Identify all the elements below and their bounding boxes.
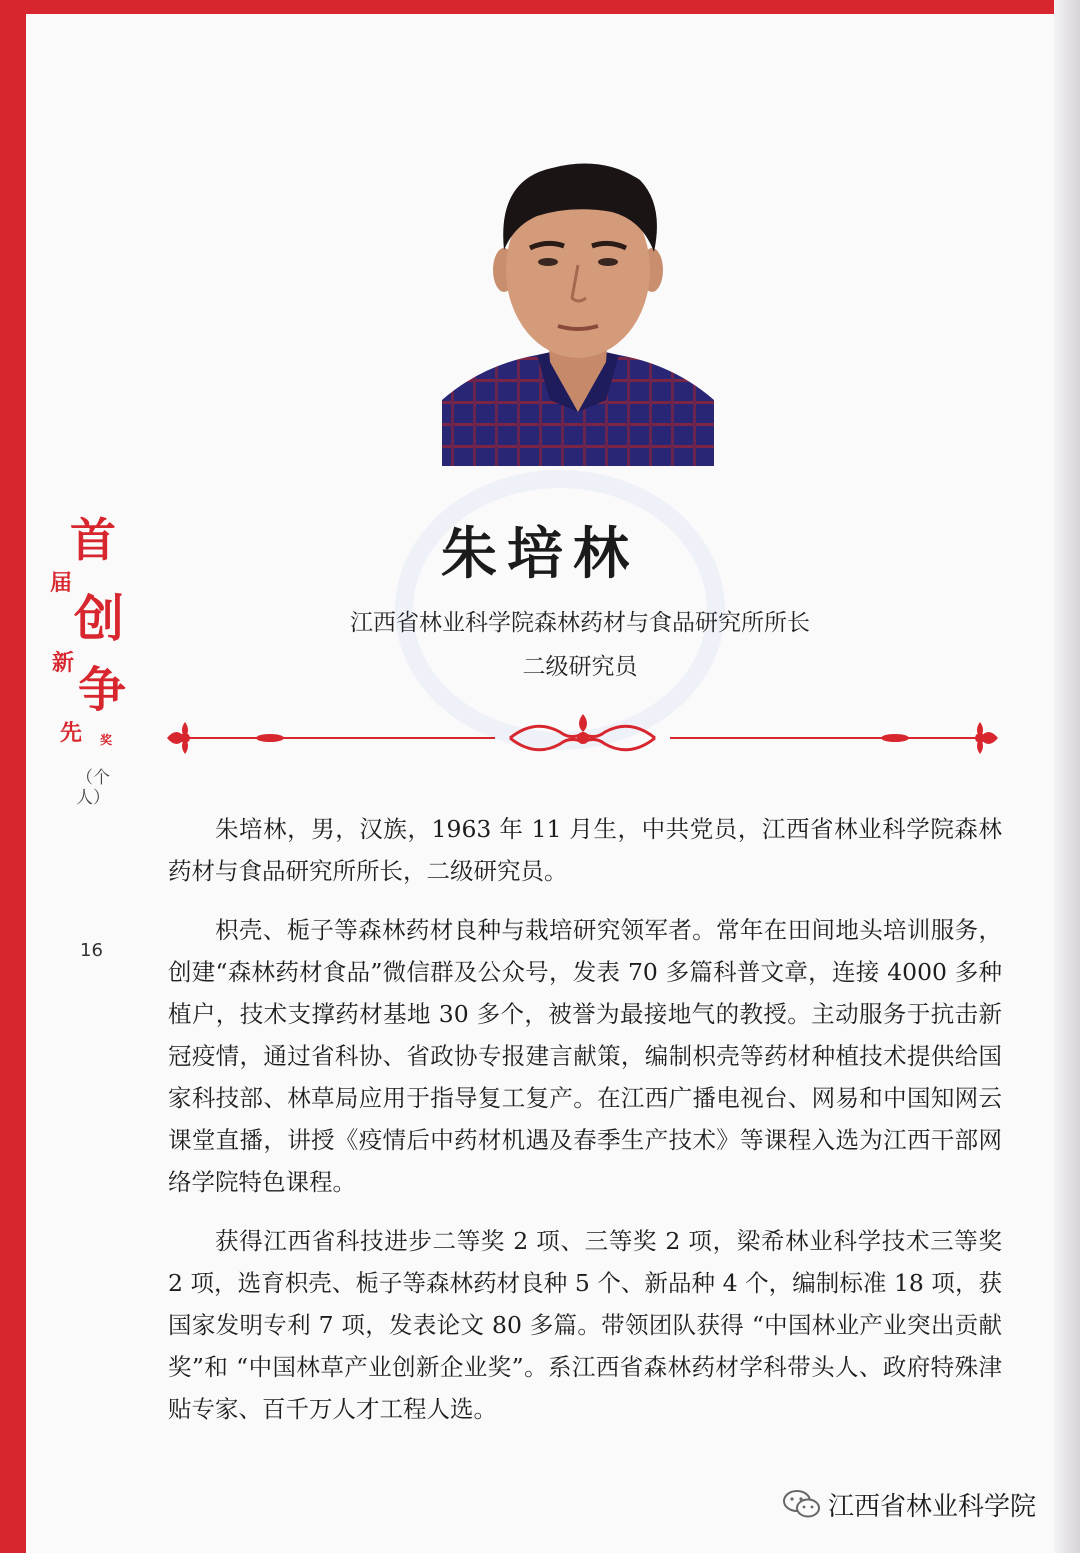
side-calligraphy-title (48, 508, 133, 758)
biography-text (168, 808, 1002, 1447)
paragraph-awards: 获得江西省科技进步二等奖 2 项、三等奖 2 项，梁希林业科学技术三等奖 2 项，选育枳壳、栀子等森林药材良种 5 个、新品种 4 个，编制标准 18 项，获国家发明专利 7 项，发表论文 80 多篇。带领团队获得 “中国林业产业突出贡献奖”和 “中国林草产业创新企业奖”。系江西省森林药材学科带头人、政府特殊津贴专家、百千万人才工程人选。 (168, 1227, 1002, 1423)
left-red-band (0, 0, 26, 1553)
page-edge-shadow (1054, 0, 1080, 1553)
top-red-band (0, 0, 1080, 14)
paragraph-intro: 朱培林，男，汉族，1963 年 11 月生，中共党员，江西省林业科学院森林药材与食品研究所所长，二级研究员。 (168, 815, 1002, 885)
wechat-icon (782, 1487, 822, 1521)
side-subtitle: （个人） (76, 768, 110, 808)
portrait-photo (442, 150, 714, 466)
side-title-char-4: 新 (52, 650, 75, 676)
paragraph-achievements: 枳壳、栀子等森林药材良种与栽培研究领军者。常年在田间地头培训服务，创建“森林药材食品”微信群及公众号，发表 70 多篇科普文章，连接 4000 多种植户，技术支撑药材基地 30 多个，被誉为最接地气的教授。主动服务于抗击新冠疫情，通过省科协、省政协专报建言献策，编制枳壳等药材种植技术提供给国家科技部、林草局应用于指导复工复产。在江西广播电视台、网易和中国知网云课堂直播，讲授《疫情后中药材机遇及春季生产技术》等课程入选为江西干部网络学院特色课程。 (168, 916, 1002, 1196)
side-title-char-1: 首 (70, 513, 116, 567)
wechat-account-name: 江西省林业科学院 (828, 1491, 1037, 1522)
side-title-char-5: 争 (78, 662, 127, 718)
job-title: 江西省林业科学院森林药材与食品研究所所长 (350, 610, 810, 636)
wechat-watermark (782, 1484, 1036, 1524)
side-title-char-3: 创 (74, 589, 124, 648)
side-title-char-6: 先 (60, 720, 83, 746)
side-title-char-7: 奖 (100, 733, 113, 747)
page-number: 16 (80, 940, 103, 961)
rank-title: 二级研究员 (522, 654, 638, 680)
person-name: 朱培林 (441, 521, 639, 587)
side-title-char-2: 届 (50, 570, 73, 596)
portrait-illustration (442, 150, 714, 466)
divider-ornament (165, 712, 1000, 764)
